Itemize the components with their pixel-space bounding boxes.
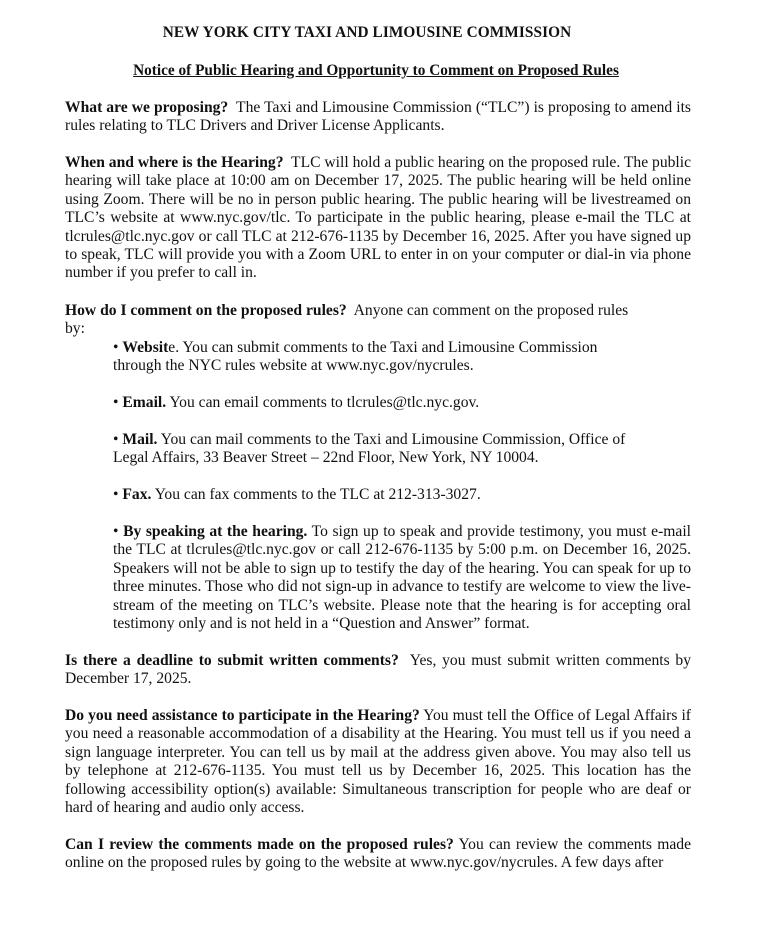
question-assistance: Do you need assistance to participate in the Hearing? (65, 707, 420, 724)
bullet-website-label: Websit (122, 339, 169, 356)
section-review (65, 836, 691, 873)
bullet-email-label: Email. (122, 394, 167, 411)
section-proposing (65, 99, 691, 136)
bullet-fax-label: Fax. (122, 486, 152, 503)
bullet-website-text: You can submit comments to the Taxi and Limousine Commission through the NYC rules website at www.nyc.gov/nycrules. (113, 339, 598, 375)
question-proposing: What are we proposing? (65, 99, 229, 116)
question-how-comment: How do I comment on the proposed rules? (65, 302, 347, 319)
bullet-marker: • (113, 486, 119, 503)
answer-hearing: TLC will hold a public hearing on the proposed rule. The public hearing will take place at 10:00 am on December 17, 2025. The public hearing will be held online using Zoom. There will be no in person public hearing. The public hearing will be livestreamed on TLC’s website at www.nyc.gov/tlc. To participate in the public hearing, please e-mail the TLC at tlcrules@tlc.nyc.gov or call TLC at 212-676-1135 by December 16, 2025. After you have signed up to speak, TLC will provide you with a Zoom URL to enter in on your computer or dial-in via phone number if you prefer to call in. (65, 154, 691, 282)
bullet-speaking-label: By speaking at the hearing. (123, 523, 308, 540)
section-hearing (65, 154, 691, 283)
bullet-mail (113, 431, 653, 468)
bullet-fax-text: You can fax comments to the TLC at 212-313-3027. (154, 486, 481, 503)
question-hearing: When and where is the Hearing? (65, 154, 284, 171)
section-how-comment (65, 302, 691, 339)
bullet-mail-label: Mail. (122, 431, 158, 448)
answer-review: You can review the comments made online on the proposed rules by going to the website at www.nyc.gov/nycrules. A few days after (65, 836, 691, 872)
answer-how-comment: Anyone can comment on the proposed rules (353, 302, 629, 319)
bullet-website (113, 339, 633, 376)
section-assistance (65, 707, 691, 817)
bullet-marker: • (113, 394, 119, 411)
bullet-speaking-text: To sign up to speak and provide testimony, you must e-mail the TLC at tlcrules@tlc.nyc.gov or call 212-676-1135 by 5:00 p.m. on December 16, 2025. Speakers will not be able to sign up to testify the day of the hearing. You can speak for up to three minutes. Those who did not sign-up in advance to testify are welcome to view the live-stream of the meeting on TLC’s website. Please note that the hearing is for accepting oral testimony only and is not held in a “Question and Answer” format. (113, 523, 692, 633)
question-review: Can I review the comments made on the proposed rules? (65, 836, 454, 853)
answer-proposing: The Taxi and Limousine Commission (“TLC”) is proposing to amend its rules relating to TLC Drivers and Driver License Applicants. (65, 99, 691, 135)
question-deadline: Is there a deadline to submit written comments? (65, 652, 399, 669)
bullet-speaking (113, 523, 691, 633)
bullet-marker: • (113, 339, 119, 356)
answer-assistance: You must tell the Office of Legal Affairs if you need a reasonable accommodation of a disability at the Hearing. You must tell us if you need a sign language interpreter. You can tell us by mail at the address given above. You may also tell us by telephone at 212-676-1135. You must tell us by December 16, 2025. This location has the following accessibility option(s) available: Simultaneous transcription for people who are deaf or hard of hearing and audio only access. (65, 707, 691, 817)
section-deadline (65, 652, 691, 689)
bullet-email-text: You can email comments to tlcrules@tlc.nyc.gov. (169, 394, 480, 411)
bullet-mail-text: You can mail comments to the Taxi and Limousine Commission, Office of Legal Affairs, 33 Beaver Street – 22nd Floor, New York, NY 10004. (113, 431, 626, 467)
bullet-marker: • (113, 431, 119, 448)
bullet-email (113, 394, 691, 412)
answer-how-comment-by: by: (65, 320, 85, 338)
notice-title: Notice of Public Hearing and Opportunity to Comment on Proposed Rules (133, 62, 619, 79)
agency-title: NEW YORK CITY TAXI AND LIMOUSINE COMMISSION (162, 24, 572, 41)
answer-deadline: Yes, you must submit written comments by December 17, 2025. (65, 652, 692, 688)
bullet-website-label-rest: e. (168, 339, 180, 356)
bullet-fax (113, 486, 691, 504)
bullet-marker: • (113, 523, 119, 540)
